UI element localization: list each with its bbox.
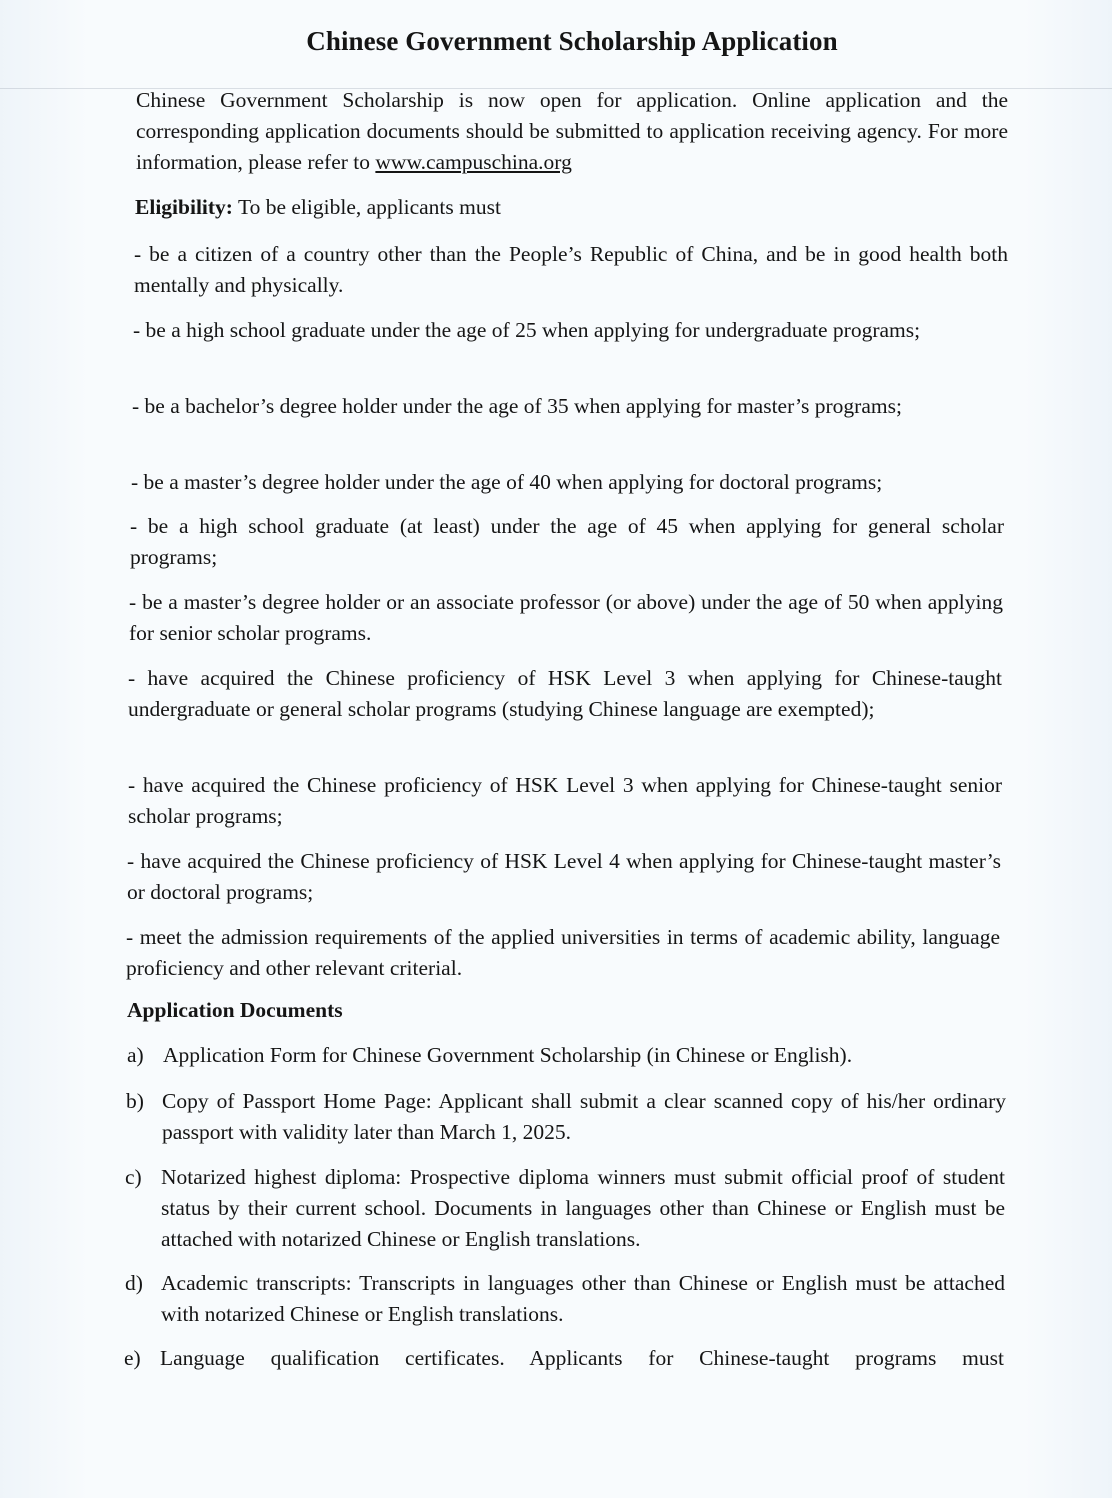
item-text: Copy of Passport Home Page: Applicant shall submit a clear scanned copy of his/her ordinary passport with validity later than March 1, 2025. [162,1089,1006,1144]
document-title: Chinese Government Scholarship Application [306,26,838,56]
item-letter: c) [125,1165,142,1189]
item-text: Notarized highest diploma: Prospective diploma winners must submit official proof of student status by their current school. Documents in languages other than Chinese or English must be attached with notarized Chinese or English translations. [161,1165,1005,1251]
item-text: Application Form for Chinese Government Scholarship (in Chinese or English). [163,1043,853,1067]
campuschina-link[interactable]: www.campuschina.org [375,150,572,174]
eligibility-item: - be a bachelor’s degree holder under the age of 35 when applying for master’s programs; [132,394,902,418]
eligibility-text: To be eligible, applicants must [232,195,501,219]
document-item-b [126,1086,1006,1148]
application-documents-heading: Application Documents [127,998,343,1022]
eligibility-intro [135,192,1007,223]
eligibility-item: - have acquired the Chinese proficiency of HSK Level 3 when applying for Chinese-taught undergraduate or general scholar programs (studying Chinese language are exempted); [128,666,1002,721]
document-item-c [125,1162,1005,1255]
item-letter: a) [127,1043,144,1067]
document-item-d [125,1268,1005,1330]
item-letter: e) [124,1346,141,1370]
eligibility-label: Eligibility: [135,195,233,219]
eligibility-item: - be a citizen of a country other than the People’s Republic of China, and be in good health both mentally and physically. [134,242,1008,297]
eligibility-item: - be a master’s degree holder under the age of 40 when applying for doctoral programs; [131,470,883,494]
eligibility-item: - be a high school graduate (at least) under the age of 45 when applying for general scholar programs; [130,514,1004,569]
eligibility-item: - meet the admission requirements of the applied universities in terms of academic ability, language proficiency and other relevant criterial. [126,925,1000,980]
eligibility-item: - be a high school graduate under the age of 25 when applying for undergraduate programs; [133,318,921,342]
item-letter: b) [126,1089,144,1113]
item-text: Academic transcripts: Transcripts in languages other than Chinese or English must be attached with notarized Chinese or English translations. [161,1271,1005,1326]
intro-text: Chinese Government Scholarship is now open for application. Online application and the corresponding application documents should be submitted to application receiving agency. For more information, please refer to [136,88,1008,174]
item-text: Language qualification certificates. Applicants for Chinese-taught programs must [160,1346,1004,1370]
eligibility-item: - be a master’s degree holder or an associate professor (or above) under the age of 50 when applying for senior scholar programs. [129,590,1003,645]
document-item-e [124,1343,1004,1374]
intro-paragraph [136,85,1008,178]
eligibility-item: - have acquired the Chinese proficiency of HSK Level 4 when applying for Chinese-taught master’s or doctoral programs; [127,849,1001,904]
document-item-a [127,1040,1007,1071]
eligibility-item: - have acquired the Chinese proficiency of HSK Level 3 when applying for Chinese-taught senior scholar programs; [128,773,1002,828]
item-letter: d) [125,1271,143,1295]
